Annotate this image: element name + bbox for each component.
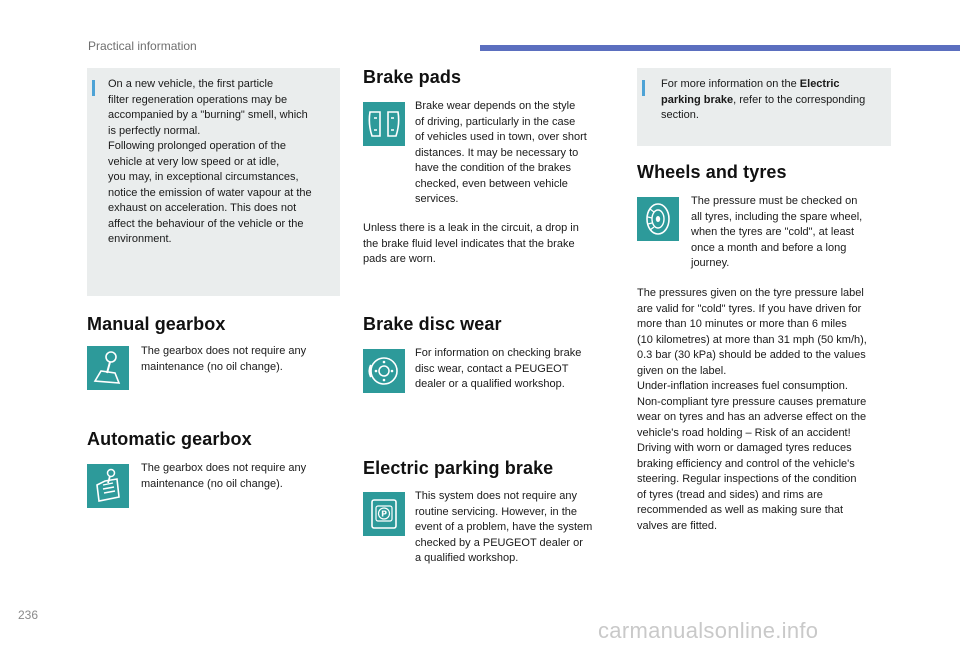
note-dpf bbox=[87, 68, 340, 296]
tyre-pressure-line: braking efficiency and control of the vehicle's bbox=[637, 457, 855, 470]
tyre-pressure-line: recommended as well as making sure that bbox=[637, 504, 844, 516]
note-line: vehicle at very low speed or at idle, bbox=[108, 155, 280, 168]
parking-brake-line: This system does not require any bbox=[415, 490, 578, 502]
brake-disc-icon bbox=[363, 349, 405, 393]
tyre-icon bbox=[637, 197, 679, 241]
tyre-pressure-line: vehicle's road holding – Risk of an accident! bbox=[637, 426, 851, 439]
note-text: For more information on the bbox=[661, 78, 800, 90]
page-number: 236 bbox=[18, 608, 39, 622]
tyre-pressure-line: Under-inflation increases fuel consumption. bbox=[637, 380, 848, 392]
brake-pads-icon bbox=[363, 102, 405, 146]
note-line: accompanied by a "burning" smell, which bbox=[108, 109, 308, 121]
wheels-line: The pressure must be checked on bbox=[691, 195, 858, 207]
note-line: On a new vehicle, the first particle bbox=[108, 78, 274, 90]
brake-pads-line: checked, even between vehicle bbox=[415, 177, 568, 190]
parking-brake-line: a qualified workshop. bbox=[415, 552, 519, 564]
wheels-line: all tyres, including the spare wheel, bbox=[691, 210, 863, 223]
brake-disc-line: For information on checking brake bbox=[415, 347, 582, 359]
tyre-pressure-line: given on the label. bbox=[637, 364, 727, 377]
note-electric-parking-brake bbox=[637, 68, 891, 146]
tyre-pressure-line: Driving with worn or damaged tyres reduces bbox=[637, 442, 852, 454]
heading-automatic-gearbox: Automatic gearbox bbox=[87, 429, 252, 449]
tyre-pressure-line: wear on tyres and has an adverse effect on the bbox=[637, 411, 867, 423]
heading-brake-disc: Brake disc wear bbox=[363, 314, 502, 334]
tyre-pressure-line: 0.3 bar (30 kPa) should be added to the values bbox=[637, 349, 866, 361]
note-line: exhaust on acceleration. This does not bbox=[108, 202, 297, 214]
brake-disc-line: dealer or a qualified workshop. bbox=[415, 378, 565, 390]
tyre-pressure-line: Non-compliant tyre pressure causes premature bbox=[637, 395, 867, 408]
brake-pads-line: of driving, particularly in the case bbox=[415, 115, 576, 128]
brake-fluid-line: Unless there is a leak in the circuit, a drop in bbox=[363, 222, 579, 234]
brake-pads-line: have the condition of the brakes bbox=[415, 162, 571, 174]
brake-pads-line: Brake wear depends on the style bbox=[415, 100, 576, 112]
brake-pads-line: of vehicles used in town, over short bbox=[415, 131, 587, 143]
brake-pads-line: distances. It may be necessary to bbox=[415, 146, 579, 159]
tyre-pressure-line: The pressures given on the tyre pressure label bbox=[637, 287, 864, 299]
brake-fluid-line: the brake fluid level indicates that the brake bbox=[363, 237, 575, 250]
heading-wheels-and-tyres: Wheels and tyres bbox=[637, 162, 787, 182]
note-line: affect the behaviour of the vehicle or the bbox=[108, 217, 304, 230]
wheels-line: once a month and before a long bbox=[691, 241, 847, 254]
automatic-gearbox-line: The gearbox does not require any bbox=[141, 462, 307, 474]
watermark: carmanualsonline.info bbox=[598, 618, 819, 643]
note-line: you may, in exceptional circumstances, bbox=[108, 171, 299, 183]
note-line: environment. bbox=[108, 233, 172, 245]
section-title: Practical information bbox=[88, 39, 197, 53]
note-text: section. bbox=[661, 109, 699, 121]
gear-lever-icon bbox=[87, 346, 129, 390]
tyre-pressure-line: are valid for "cold" tyres. If you have driven for bbox=[637, 302, 862, 315]
note-line: Following prolonged operation of the bbox=[108, 140, 286, 152]
wheels-line: journey. bbox=[691, 257, 730, 269]
parking-brake-line: routine servicing. However, in the bbox=[415, 505, 578, 518]
note-line: is perfectly normal. bbox=[108, 124, 201, 137]
automatic-gearbox-line: maintenance (no oil change). bbox=[141, 477, 283, 490]
brake-pads-line: services. bbox=[415, 193, 459, 205]
automatic-selector-icon bbox=[87, 464, 129, 508]
note-marker bbox=[642, 80, 645, 96]
heading-manual-gearbox: Manual gearbox bbox=[87, 314, 226, 334]
tyre-pressure-line: steering. Regular inspections of the condition bbox=[637, 473, 857, 485]
note-line: notice the emission of water vapour at the bbox=[108, 186, 312, 199]
tyre-pressure-line: (10 kilometres) at more than 31 mph (50 km/h), bbox=[637, 333, 867, 346]
header-accent-bar bbox=[480, 45, 960, 51]
wheels-line: when the tyres are "cold", at least bbox=[691, 226, 855, 238]
note-marker bbox=[92, 80, 95, 96]
heading-brake-pads: Brake pads bbox=[363, 67, 462, 87]
parking-brake-line: event of a problem, have the system bbox=[415, 521, 593, 533]
note-text: , refer to the corresponding bbox=[733, 93, 866, 106]
note-link-text: Electric bbox=[799, 78, 840, 90]
brake-disc-line: disc wear, contact a PEUGEOT bbox=[415, 362, 569, 375]
tyre-pressure-line: valves are fitted. bbox=[637, 519, 718, 532]
heading-electric-parking-brake: Electric parking brake bbox=[363, 458, 554, 478]
manual-gearbox-line: maintenance (no oil change). bbox=[141, 360, 283, 373]
note-line: filter regeneration operations may be bbox=[108, 93, 288, 106]
tyre-pressure-line: of tyres (tread and sides) and rims are bbox=[637, 488, 823, 501]
parking-brake-icon bbox=[363, 492, 405, 536]
parking-brake-line: checked by a PEUGEOT dealer or bbox=[415, 536, 583, 549]
brake-fluid-line: pads are worn. bbox=[363, 253, 436, 265]
tyre-pressure-line: more than 10 minutes or more than 6 miles bbox=[637, 318, 847, 330]
note-link-text: parking brake bbox=[661, 93, 734, 106]
manual-gearbox-line: The gearbox does not require any bbox=[141, 345, 307, 357]
svg-text:P: P bbox=[381, 509, 387, 519]
